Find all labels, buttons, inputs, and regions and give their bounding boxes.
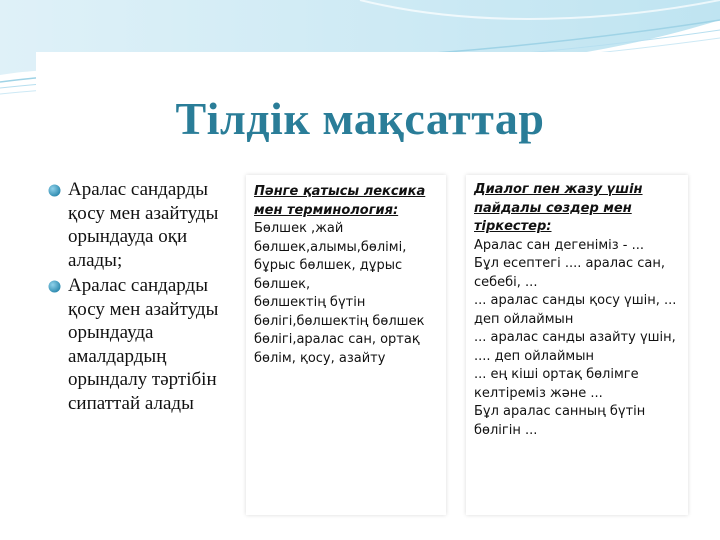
list-item: [48, 178, 238, 272]
terminology-text: Бөлшек ,жай бөлшек,алымы,бөлімі, бұрыс бөлшек, дұрыс бөлшек, бөлшектің бүтін бөлігі,бөлшектің бөлшек бөлігі,аралас сан, ортақ бөлім, қосу, азайту: [254, 221, 425, 366]
dialog-phrases-text: Аралас сан дегеніміз - ... Бұл есептегі .... аралас сан, себебі, ... ... аралас санды қосу үшін, ... деп ойлаймын ... аралас санды азайту үшін, .... деп ойлаймын ... ең кіші ортақ бөлімге келтіреміз және ... Бұл аралас санның бүтін бөлігін ...: [474, 237, 677, 438]
objectives-list: [48, 178, 238, 417]
terminology-heading: Пәнге қатысы лексика мен терминология:: [254, 184, 426, 218]
bullet-icon: [48, 184, 61, 197]
terminology-card: [246, 175, 446, 515]
list-item-text: Аралас сандарды қосу мен азайтуды орындауда амалдардың орындалу тәртібін сипаттай алады: [68, 275, 219, 414]
list-item: [48, 274, 238, 415]
dialog-phrases-card: [466, 175, 688, 515]
slide-title: Тілдік мақсаттар: [175, 93, 545, 144]
list-item-text: Аралас сандарды қосу мен азайтуды орындауда оқи алады;: [68, 179, 219, 271]
dialog-phrases-heading: Диалог пен жазу үшін пайдалы сөздер мен тіркестер:: [474, 182, 643, 234]
bullet-icon: [48, 280, 61, 293]
